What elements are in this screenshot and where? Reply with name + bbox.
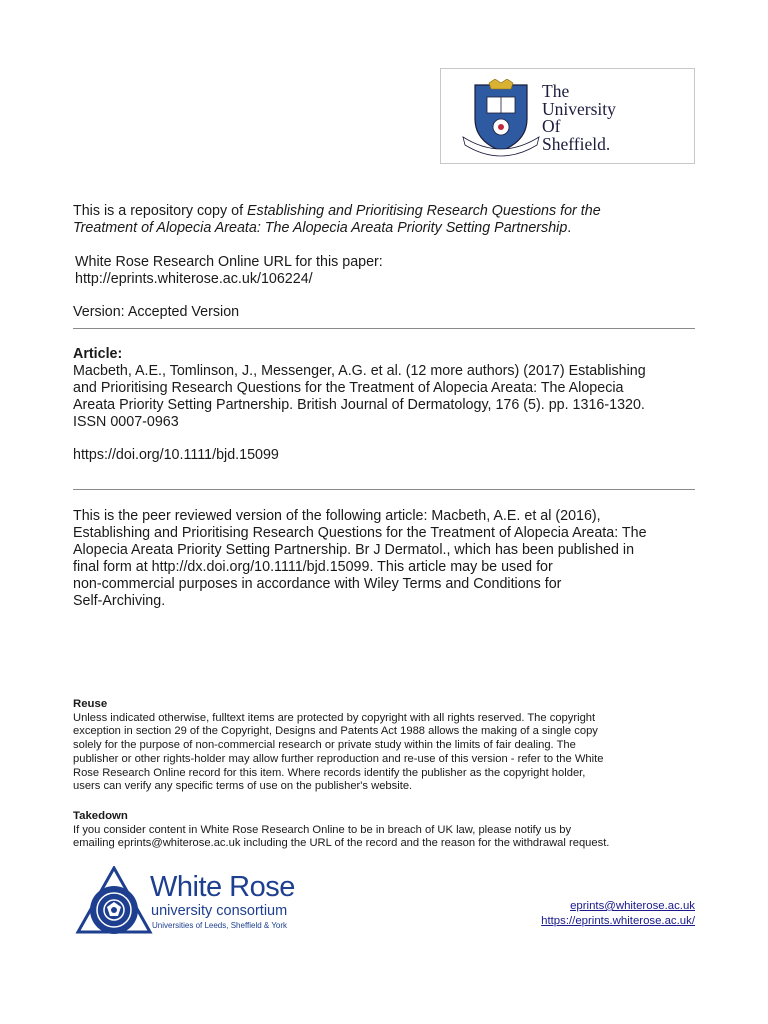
paper-url[interactable]: http://eprints.whiterose.ac.uk/106224/	[75, 271, 313, 287]
divider	[73, 489, 695, 490]
statement-line: Alopecia Areata Priority Setting Partnership. Br J Dermatol., which has been published in	[73, 542, 635, 558]
takedown-line: emailing eprints@whiterose.ac.uk including the URL of the record and the reason for the withdrawal request.	[73, 837, 610, 850]
divider	[73, 328, 695, 329]
email-link[interactable]: eprints@whiterose.ac.uk	[570, 900, 695, 912]
statement-line: This is the peer reviewed version of the following article: Macbeth, A.E. et al (2016),	[73, 508, 601, 524]
peer-review-statement	[73, 508, 703, 610]
citation-line: Macbeth, A.E., Tomlinson, J., Messenger, A.G. et al. (12 more authors) (2017) Establishing	[73, 363, 646, 379]
contact-links	[541, 899, 695, 929]
reuse-heading: Reuse	[73, 698, 108, 710]
consortium-subtitle: university consortium	[151, 903, 288, 919]
reuse-section	[73, 698, 703, 794]
intro-title-line-2: Treatment of Alopecia Areata: The Alopecia Areata Priority Setting Partnership	[73, 220, 568, 236]
reuse-line: solely for the purpose of non-commercial research or private study within the limits of fair dealing. The	[73, 739, 576, 752]
url-label: White Rose Research Online URL for this paper:	[75, 254, 383, 270]
takedown-section	[73, 810, 703, 851]
statement-line: non-commercial purposes in accordance with Wiley Terms and Conditions for	[73, 576, 562, 592]
version-line: Version: Accepted Version	[73, 304, 240, 320]
white-rose-logo-icon	[74, 866, 154, 946]
url-block	[75, 254, 705, 288]
reuse-line: Rose Research Online record for this item. Where records identify the publisher as the copyright holder,	[73, 766, 586, 779]
citation-line: ISSN 0007-0963	[73, 414, 179, 430]
university-name-line: The	[542, 81, 570, 101]
university-name-line: Sheffield.	[542, 133, 611, 154]
reuse-line: users can verify any specific terms of use on the publisher's website.	[73, 780, 413, 793]
takedown-heading: Takedown	[73, 810, 128, 822]
website-link[interactable]: https://eprints.whiterose.ac.uk/	[541, 915, 695, 927]
citation-line: and Prioritising Research Questions for the Treatment of Alopecia Areata: The Alopecia	[73, 380, 624, 396]
intro-suffix: .	[567, 220, 572, 236]
university-logo	[440, 68, 695, 164]
statement-line: final form at http://dx.doi.org/10.1111/bjd.15099. This article may be used for	[73, 559, 553, 575]
consortium-universities: Universities of Leeds, Sheffield & York	[152, 921, 288, 930]
university-name-line: Of	[542, 116, 561, 136]
university-name	[542, 83, 616, 153]
statement-line: Establishing and Prioritising Research Questions for the Treatment of Alopecia Areata: The	[73, 525, 647, 541]
reuse-line: publisher or other rights-holder may allow further reproduction and re-use of this version - refer to the White	[73, 752, 604, 765]
reuse-line: exception in section 29 of the Copyright, Designs and Patents Act 1988 allows the making of a single copy	[73, 725, 598, 738]
article-doi[interactable]: https://doi.org/10.1111/bjd.15099	[73, 447, 279, 463]
university-crest-icon	[459, 79, 543, 157]
intro-prefix: This is a repository copy of	[73, 203, 248, 219]
white-rose-brand: White Rose	[150, 871, 295, 903]
article-heading: Article:	[73, 346, 123, 362]
reuse-line: Unless indicated otherwise, fulltext items are protected by copyright with all rights reserved. The copyright	[73, 711, 596, 724]
intro-title-line-1: Establishing and Prioritising Research Questions for the	[247, 203, 601, 219]
repository-intro	[73, 203, 703, 237]
takedown-line: If you consider content in White Rose Research Online to be in breach of UK law, please notify us by	[73, 823, 572, 836]
article-section	[73, 346, 703, 431]
university-name-line: University	[542, 98, 616, 119]
statement-line: Self-Archiving.	[73, 593, 166, 609]
citation-line: Areata Priority Setting Partnership. British Journal of Dermatology, 176 (5). pp. 1316-1320.	[73, 397, 645, 413]
